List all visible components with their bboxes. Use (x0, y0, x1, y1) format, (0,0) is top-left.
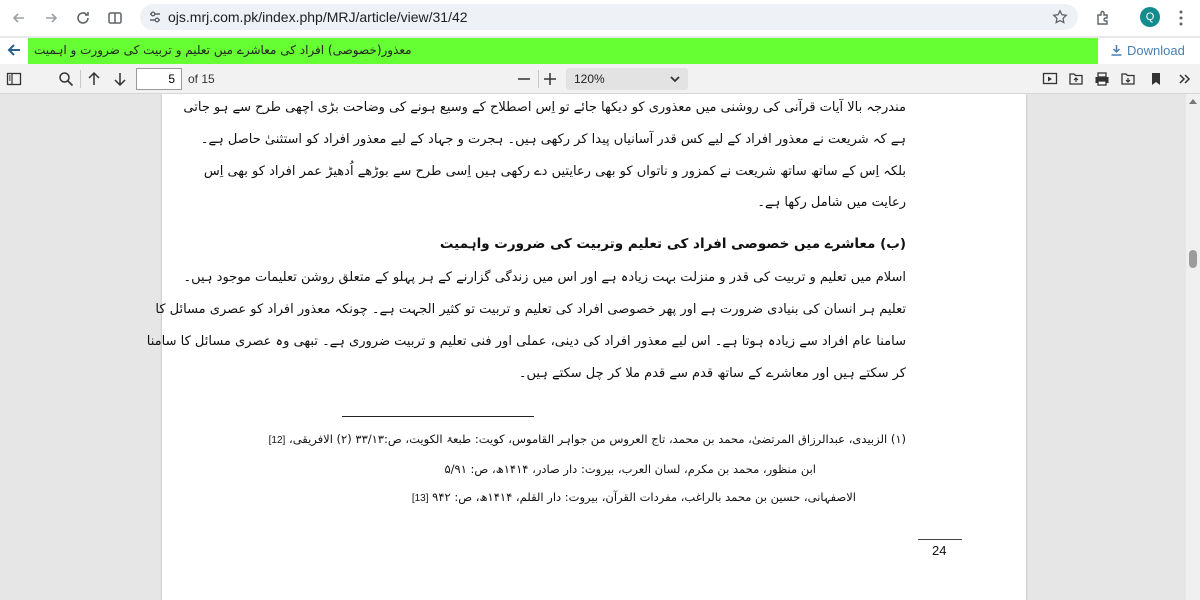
footnote-text: (۱) الزبیدی، عبدالرزاق المرتضیٰ، محمد بن محمد، تاج العروس من جواہر القاموس، کویت: طبعۃ الکویت، ص:۳۳/۱۳ (۲) الافریقی، (288, 432, 906, 446)
pdf-toolbar (0, 64, 1200, 94)
footnote-ref[interactable]: [13] (411, 493, 429, 504)
url-text: ojs.mrj.com.pk/index.php/MRJ/article/view/31/42 (168, 9, 468, 25)
body-line: مندرجہ بالا آیات قرآنی کی روشنی میں معذوری کو دیکھا جائے تو اِس اصطلاح کے وسیع ہونے کی وضاحت بڑی اچھی طرح سے ہو جاتی (183, 100, 906, 115)
reload-icon (75, 10, 91, 26)
body-line: اسلام میں تعلیم و تربیت کی قدر و منزلت بہت زیادہ ہے اور اس میں زندگی گزارنے کے ہر پہلو کے متعلق روشن تعلیمات موجود ہیں۔ (183, 270, 906, 285)
body-line: ہے کہ شریعت نے معذور افراد کے لیے کس قدر آسانیاں پیدا کر رکھی ہیں۔ ہجرت و جہاد کے لیے معذور افراد کو استثنیٰ حاصل ہے۔ (200, 132, 906, 147)
footnote (445, 462, 817, 476)
download-button[interactable] (1110, 43, 1185, 58)
title-strip (28, 38, 1098, 64)
download-label: Download (1127, 43, 1185, 58)
body-line: کر سکتے ہیں اور معاشرے کے ساتھ قدم سے قدم ملا کر چل سکتے ہیں۔ (518, 366, 906, 381)
footnote-ref[interactable]: [12] (268, 435, 286, 446)
tools-chevron-icon[interactable] (1176, 71, 1192, 87)
footnote-text: ابن منظور، محمد بن مکرم، لسان العرب، بیروت: دار صادر، ۱۴۱۴ھ، ص: ۵/۹۱ (444, 462, 816, 476)
address-bar[interactable] (140, 4, 1078, 30)
back-arrow-icon[interactable] (6, 42, 22, 58)
extensions-icon[interactable] (1094, 9, 1112, 27)
scroll-thumb[interactable] (1189, 250, 1197, 268)
print-icon[interactable] (1094, 71, 1110, 87)
zoom-value: 120% (574, 72, 605, 86)
body-line: بلکہ اِس کے ساتھ ساتھ شریعت نے کمزور و ناتواں کو بھی رعایتیں دے رکھی ہیں اِسی طرح سے بوڑھے اُدھیڑ عمر افراد کو بھی اِس (203, 164, 906, 179)
article-title: معذور(خصوصی) افراد کی معاشرے میں تعلیم و تربیت کی ضرورت و اہمیت (34, 43, 412, 57)
arrow-right-icon (43, 10, 59, 26)
more-vert-icon[interactable] (1178, 9, 1184, 27)
zoom-out-icon[interactable] (516, 71, 532, 87)
page-number: 24 (932, 543, 947, 558)
page-count: of 15 (188, 72, 215, 86)
site-settings-icon[interactable] (148, 10, 162, 24)
arrow-up-icon[interactable] (86, 71, 102, 87)
footnote-text: الاصفہانی، حسین بن محمد بالراغب، مفردات القرآن، بیروت: دار القلم، ۱۴۱۴ھ، ص: ۹۴۲ (432, 490, 856, 504)
bookmark-star-icon[interactable] (1052, 9, 1068, 25)
vertical-scrollbar[interactable] (1186, 94, 1200, 600)
body-line: سامنا عام افراد سے زیادہ ہوتا ہے۔ اس لیے معذور افراد کی دینی، عملی اور فنی تعلیم و تربیت ضروری ہے۔ تبھی وہ عصری مسائل کا سامنا (146, 334, 906, 349)
search-icon[interactable] (58, 71, 74, 87)
footnote (269, 432, 906, 446)
scroll-up-icon[interactable] (1189, 98, 1197, 104)
footnote-divider (342, 416, 534, 417)
save-file-icon[interactable] (1120, 71, 1136, 87)
reload-button[interactable] (70, 5, 96, 31)
chevron-down-icon (670, 72, 680, 86)
page-number-divider (918, 539, 962, 540)
zoom-in-icon[interactable] (542, 71, 558, 87)
article-banner (0, 38, 1200, 64)
book-icon (107, 10, 123, 26)
forward-button[interactable] (38, 5, 64, 31)
open-file-icon[interactable] (1068, 71, 1084, 87)
pdf-page (146, 94, 1026, 600)
pdf-viewer[interactable] (0, 94, 1200, 600)
body-line: تعلیم ہر انسان کی بنیادی ضرورت ہے اور پھر خصوصی افراد کی تعلیم و تربیت تو کثیر الجہت ہے۔ چونکہ معذور افراد کو عصری مسائل کا (155, 302, 906, 317)
arrow-left-icon (11, 10, 27, 26)
footnote (412, 490, 856, 504)
browser-toolbar (0, 0, 1200, 36)
zoom-select[interactable] (566, 68, 688, 90)
download-icon (1110, 44, 1123, 57)
presentation-icon[interactable] (1042, 71, 1058, 87)
page-number-input[interactable]: 5 (136, 68, 182, 90)
sidebar-toggle-icon[interactable] (6, 71, 22, 87)
bookmark-icon[interactable] (1148, 71, 1164, 87)
body-line: رعایت میں شامل رکھا ہے۔ (757, 195, 906, 210)
profile-avatar[interactable]: Q (1140, 7, 1160, 27)
back-button[interactable] (6, 5, 32, 31)
section-heading: (ب) معاشرے میں خصوصی افراد کی تعلیم وتربیت کی ضرورت واہمیت (439, 236, 906, 252)
split-view-button[interactable] (102, 5, 128, 31)
arrow-down-icon[interactable] (112, 71, 128, 87)
